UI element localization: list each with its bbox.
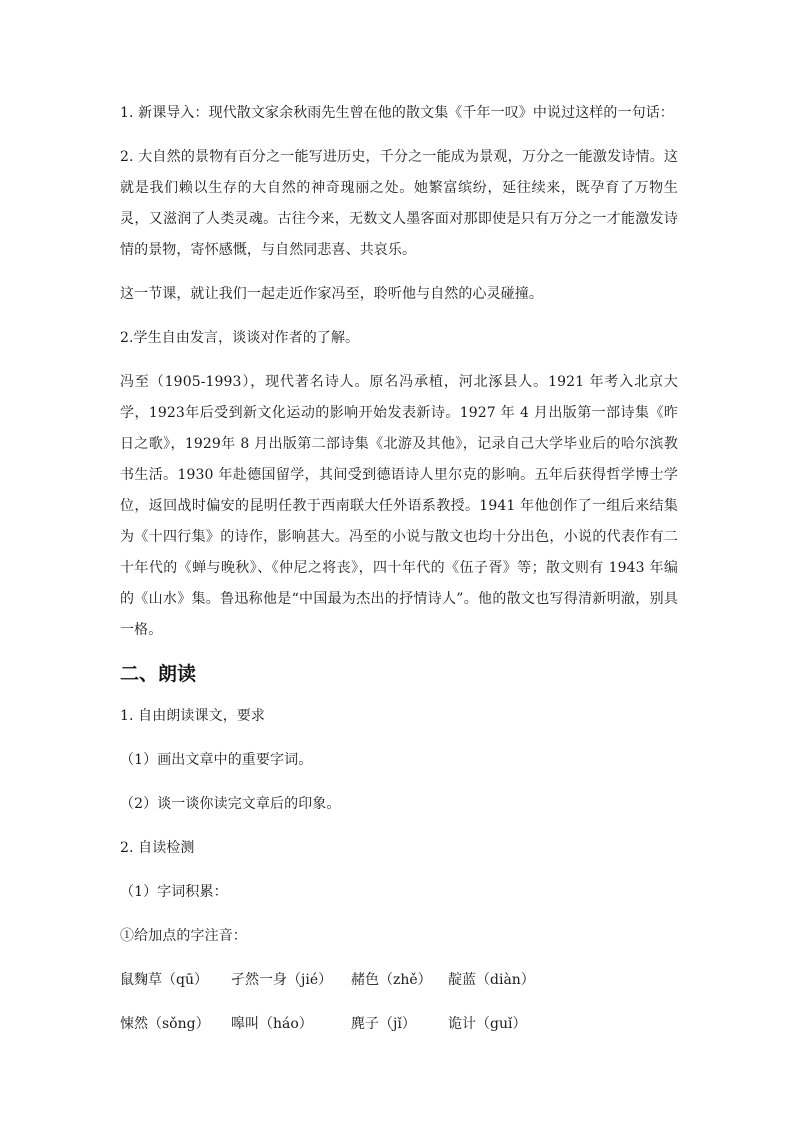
quote-paragraph: 2. 大自然的景物有百分之一能写进历史，千分之一能成为景观，万分之一能激发诗情。这就是我们赖以生存的大自然的神奇瑰丽之处。她繁富缤纷，延往续来，既孕育了万物生灵，又滋润了人类灵魂。古往今来，无数文人墨客面对那即使是只有万分之一才能激发诗情的景物，寄怀感慨，与自然同悲喜、共哀乐。 — [120, 149, 678, 258]
pinyin-item: 嗥叫（háo） — [231, 1016, 313, 1032]
pinyin-row — [120, 1009, 678, 1040]
pinyin-item: 靛蓝（diàn） — [448, 972, 535, 988]
section-heading: 二、朗读 — [120, 663, 197, 685]
discuss-line: 2.学生自由发言，谈谈对作者的了解。 — [120, 330, 360, 346]
self-check-label: 2. 自读检测 — [120, 840, 195, 856]
pinyin-item: 诡计（guǐ） — [448, 1016, 527, 1032]
author-bio-paragraph: 冯至（1905-1993），现代著名诗人。原名冯承植，河北涿县人。1921 年考入北京大学，1923年后受到新文化运动的影响开始发表新诗。1927 年 4 月出版第一部诗集《昨日之歌》，1929年 8 月出版第二部诗集《北游及其他》，记录自己大学毕业后的哈尔滨教书生活。1930 年赴德国留学，其间受到德语诗人里尔克的影响。五年后获得哲学博士学位，返回战时偏安的昆明任教于西南联大任外语系教授。1941 年他创作了一组后来结集为《十四行集》的诗作，影响甚大。冯至的小说与散文也均十分出色，小说的代表作有二十年代的《蝉与晚秋》、《仲尼之将丧》，四十年代的《伍子胥》等；散文则有 1943 年编的《山水》集。鲁迅称他是“中国最为杰出的抒情诗人”。他的散文也写得清新明澈，别具一格。 — [120, 374, 678, 638]
document-page — [120, 98, 678, 1053]
pinyin-item: 鼠麴草（qū） — [120, 972, 208, 988]
reading-requirement: 1. 自由朗读课文，要求 — [120, 708, 266, 724]
requirement-item-2: （2）谈一谈你读完文章后的印象。 — [120, 796, 341, 812]
pinyin-item: 赭色（zhě） — [351, 972, 432, 988]
requirement-item-1: （1）画出文章中的重要字词。 — [120, 752, 313, 768]
pinyin-item: 麂子（jǐ） — [351, 1016, 416, 1032]
pinyin-item: 孑然一身（jié） — [231, 972, 333, 988]
lesson-line: 这一节课，就让我们一起走近作家冯至，聆听他与自然的心灵碰撞。 — [120, 286, 543, 302]
pinyin-item: 悚然（sǒng） — [120, 1016, 210, 1032]
vocab-label: （1）字词积累： — [120, 884, 228, 900]
intro-line: 1. 新课导入：现代散文家余秋雨先生曾在他的散文集《千年一叹》中说过这样的一句话： — [120, 105, 674, 121]
pinyin-prompt: ①给加点的字注音： — [120, 928, 247, 944]
pinyin-row — [120, 965, 678, 996]
